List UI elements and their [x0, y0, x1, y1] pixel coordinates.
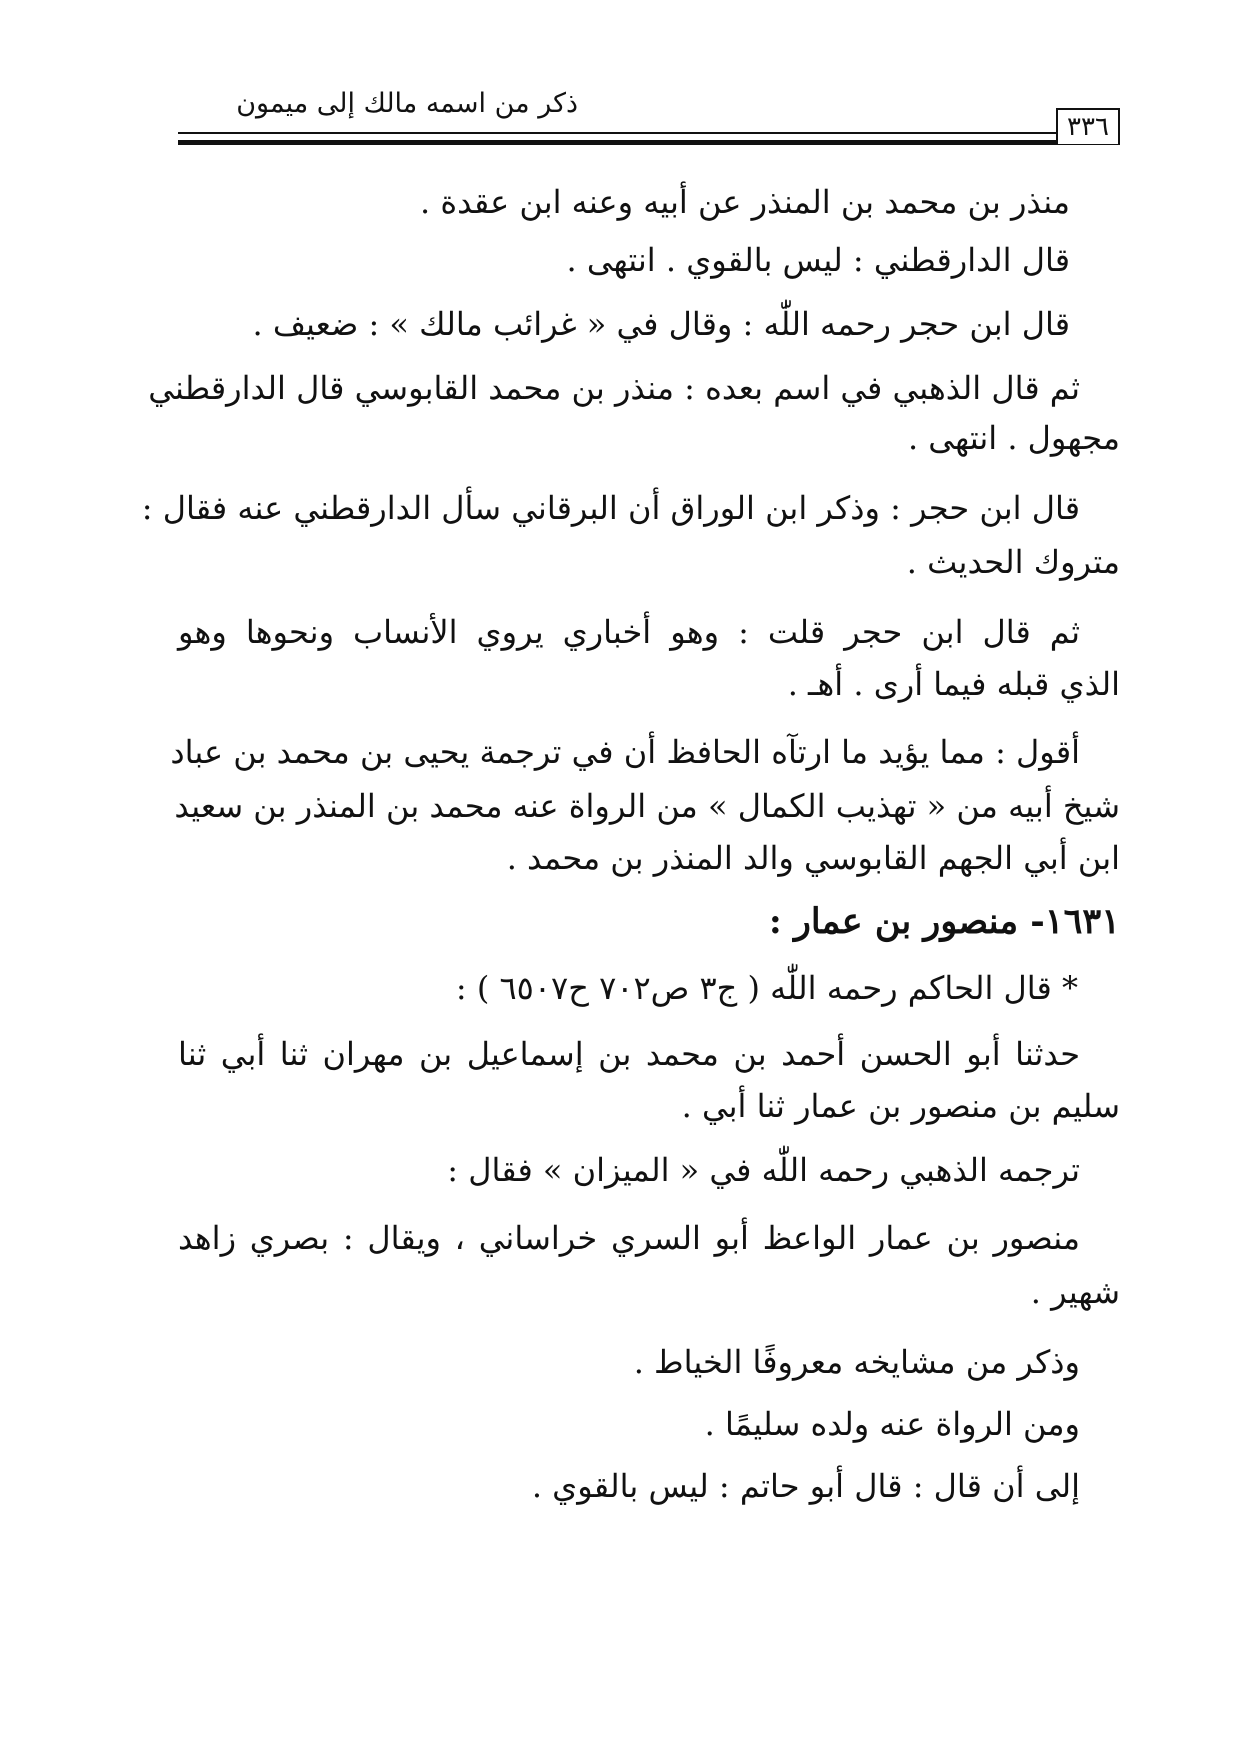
text-line: إلى أن قال : قال أبو حاتم : ليس بالقوي .: [531, 1467, 1080, 1505]
text-line: حدثنا أبو الحسن أحمد بن محمد بن إسماعيل بن مهران ثنا أبي ثنا: [178, 1035, 1080, 1073]
text-line: شيخ أبيه من « تهذيب الكمال » من الرواة عنه محمد بن المنذر بن سعيد: [174, 787, 1120, 825]
text-line: ثم قال ابن حجر قلت : وهو أخباري يروي الأنساب ونحوها وهو: [178, 613, 1080, 651]
header-rule-thick: [178, 140, 1120, 145]
text-line: ترجمه الذهبي رحمه اللّٰه في « الميزان » فقال :: [447, 1151, 1080, 1189]
text-line: شهير .: [1030, 1273, 1120, 1311]
page-number: ٣٣٦: [1056, 108, 1120, 144]
text-line: وذكر من مشايخه معروفًا الخياط .: [633, 1343, 1080, 1381]
running-title: ذكر من اسمه مالك إلى ميمون: [236, 88, 578, 119]
text-line: مجهول . انتهى .: [907, 419, 1120, 457]
text-line: منصور بن عمار الواعظ أبو السري خراساني ، ويقال : بصري زاهد: [178, 1219, 1080, 1257]
text-line: ومن الرواة عنه ولده سليمًا .: [704, 1405, 1080, 1443]
text-line: سليم بن منصور بن عمار ثنا أبي .: [681, 1087, 1120, 1125]
text-line: منذر بن محمد بن المنذر عن أبيه وعنه ابن عقدة .: [419, 183, 1070, 221]
text-line: متروك الحديث .: [906, 543, 1120, 581]
text-line: ثم قال الذهبي في اسم بعده : منذر بن محمد القابوسي قال الدارقطني: [148, 369, 1080, 407]
text-line: أقول : مما يؤيد ما ارتآه الحافظ أن في ترجمة يحيى بن محمد بن عباد: [170, 733, 1080, 771]
text-line: قال ابن حجر : وذكر ابن الوراق أن البرقاني سأل الدارقطني عنه فقال :: [141, 489, 1080, 527]
entry-heading: ١٦٣١- منصور بن عمار :: [768, 901, 1120, 942]
text-line: ابن أبي الجهم القابوسي والد المنذر بن محمد .: [506, 839, 1120, 877]
text-line: * قال الحاكم رحمه اللّٰه ( ج٣ ص٧٠٢ ح٦٥٠٧ ) :: [455, 969, 1078, 1007]
text-line: قال ابن حجر رحمه اللّٰه : وقال في « غرائب مالك » : ضعيف .: [252, 305, 1070, 343]
text-line: قال الدارقطني : ليس بالقوي . انتهى .: [566, 241, 1070, 279]
text-line: الذي قبله فيما أرى . أهـ .: [787, 665, 1120, 703]
header-rule: [178, 132, 1058, 134]
page-header: [178, 88, 1120, 148]
